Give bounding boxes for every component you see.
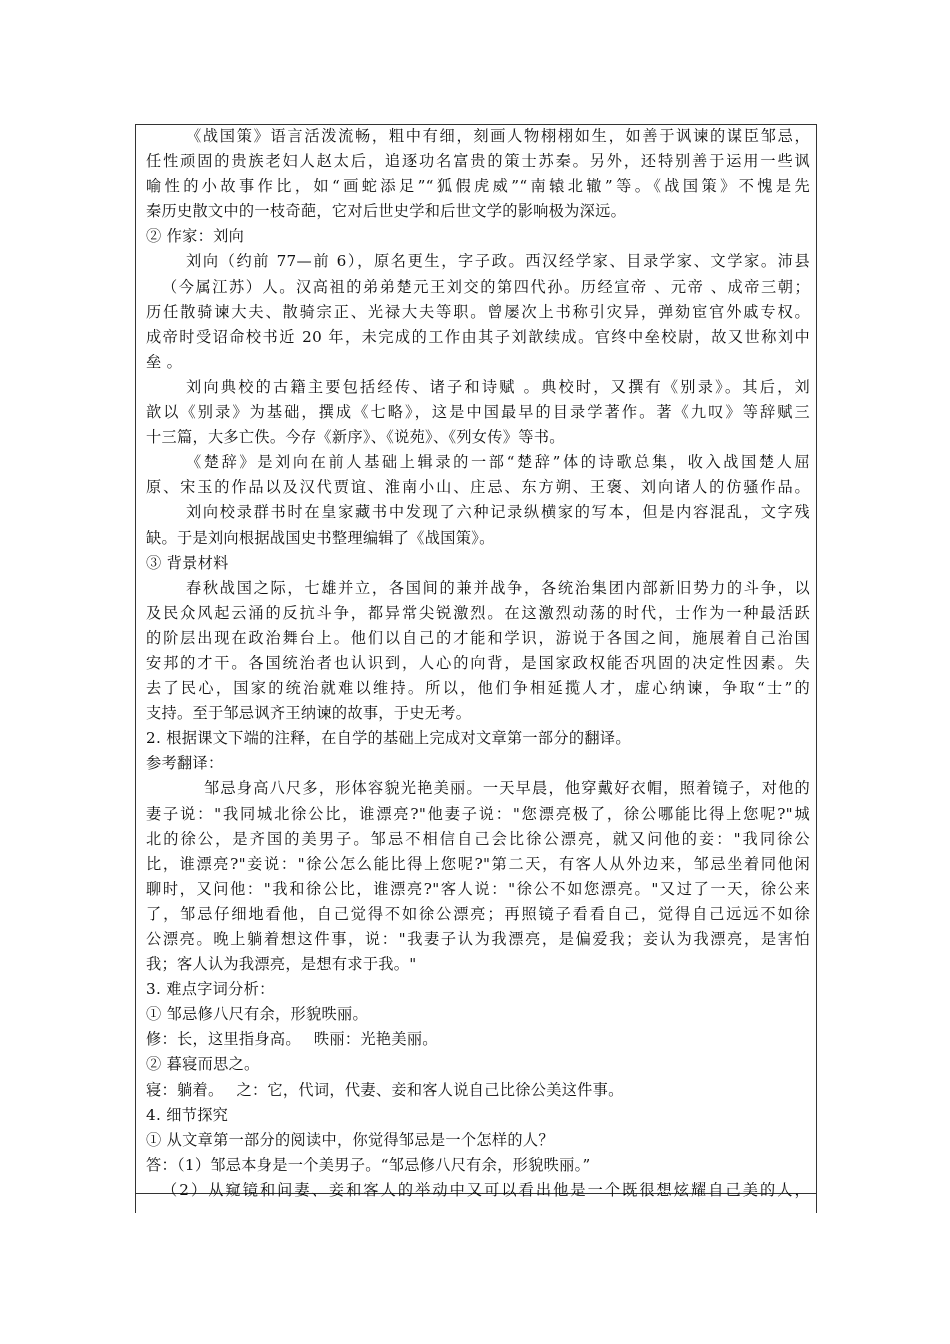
text-line: 历任散骑谏大夫、散骑宗正、光禄大夫等职。曾屡次上书称引灾异，弹劾宦官外戚专权。 — [146, 302, 810, 321]
text-line: ② 暮寝而思之。 — [146, 1055, 260, 1074]
text-line: 《战国策》语言活泼流畅，粗中有细，刻画人物栩栩如生，如善于讽谏的谋臣邹忌， — [186, 127, 810, 145]
text-line: （今属江苏）人。汉高祖的弟弟楚元王刘交的第四代孙。历经宣帝 、元帝 、成帝三朝； — [162, 277, 810, 296]
text-line: 《楚辞》是刘向在前人基础上辑录的一部“楚辞”体的诗歌总集，收入战国楚人屈 — [186, 453, 810, 472]
text-line: 4. 细节探究 — [146, 1105, 229, 1124]
document-body — [146, 124, 810, 1203]
text-line: 垒 。 — [146, 352, 183, 371]
text-line: 寝：躺着。 之：它，代词，代妻、妾和客人说自己比徐公美这件事。 — [146, 1080, 624, 1099]
text-line: 比，谁漂亮?"妾说："徐公怎么能比得上您呢?"第二天，有客人从外边来，邹忌坐着同他闲 — [146, 854, 810, 873]
text-line: 刘向典校的古籍主要包括经传、诸子和诗赋 。典校时，又撰有《别录》。其后，刘 — [186, 377, 810, 396]
text-line: 邹忌身高八尺多，形体容貌光艳美丽。一天早晨，他穿戴好衣帽，照着镜子，对他的 — [204, 779, 810, 798]
text-line: 原、宋玉的作品以及汉代贾谊、淮南小山、庄忌、东方朔、王褒、刘向诸人的仿骚作品。 — [146, 478, 810, 497]
text-line: 歆以《别录》为基础，撰成《七略》，这是中国最早的目录学著作。著《九叹》等辞赋三 — [146, 403, 810, 422]
text-line: 答：（1）邹忌本身是一个美男子。“邹忌修八尺有余，形貌昳丽。” — [146, 1155, 591, 1174]
text-line: 安邦的才干。各国统治者也认识到，人心的向背，是国家政权能否巩固的决定性因素。失 — [146, 653, 810, 672]
text-line: ① 从文章第一部分的阅读中，你觉得邹忌是一个怎样的人？ — [146, 1130, 554, 1149]
text-line: 的阶层出现在政治舞台上。他们以自己的才能和学识，游说于各国之间，施展着自己治国 — [146, 628, 810, 647]
text-line: 缺。于是刘向根据战国史书整理编辑了《战国策》。 — [146, 528, 495, 547]
text-line: 春秋战国之际，七雄并立，各国间的兼并战争，各统治集团内部新旧势力的斗争，以 — [186, 578, 810, 597]
text-line: 支持。至于邹忌讽齐王纳谏的故事，于史无考。 — [146, 704, 472, 723]
text-line: 任性顽固的贵族老妇人赵太后，追逐功名富贵的策士苏秦。另外，还特别善于运用一些讽 — [146, 152, 810, 171]
text-line: 参考翻译： — [146, 754, 224, 773]
table-left-border — [135, 1194, 136, 1213]
text-line: 修：长，这里指身高。 昳丽：光艳美丽。 — [146, 1030, 438, 1049]
text-line: 妻子说："我同城北徐公比，谁漂亮?"他妻子说："您漂亮极了，徐公哪能比得上您呢?"城 — [146, 804, 810, 823]
text-line: 十三篇，大多亡佚。今存《新序》、《说苑》、《列女传》等书。 — [146, 428, 565, 447]
text-line: 刘向校录群书时在皇家藏书中发现了六种记录纵横家的写本，但是内容混乱，文字残 — [186, 503, 810, 522]
text-line: （2）从窥镜和问妻、妾和客人的举动中又可以看出他是一个既很想炫耀自己美的人， — [162, 1180, 810, 1199]
text-line: 及民众风起云涌的反抗斗争，都异常尖锐激烈。在这激烈动荡的时代，士作为一种最活跃 — [146, 603, 810, 622]
text-line: ② 作家：刘向 — [146, 227, 245, 246]
text-line: 北的徐公，是齐国的美男子。邹忌不相信自己会比徐公漂亮，就又问他的妾："我同徐公 — [146, 829, 810, 848]
text-line: ① 邹忌修八尺有余，形貌昳丽。 — [146, 1005, 368, 1024]
text-line: 成帝时受诏命校书近 20 年，未完成的工作由其子刘歆续成。官终中垒校尉，故又世称刘中 — [146, 327, 810, 346]
text-line: 公漂亮。晚上躺着想这件事，说："我妻子认为我漂亮，是偏爱我；妾认为我漂亮，是害怕 — [146, 930, 810, 948]
text-line: 我；客人认为我漂亮，是想有求于我。" — [146, 955, 417, 974]
text-line: 2. 根据课文下端的注释，在自学的基础上完成对文章第一部分的翻译。 — [146, 729, 631, 748]
text-line: 聊时，又问他："我和徐公比，谁漂亮?"客人说："徐公不如您漂亮。"又过了一天，徐公来 — [146, 879, 810, 898]
text-line: ③ 背景材料 — [146, 553, 229, 572]
text-line: 去了民心，国家的统治就难以维持。所以，他们争相延揽人才，虚心纳谏，争取“士”的 — [146, 679, 810, 698]
text-line: 秦历史散文中的一枝奇葩，它对后世史学和后世文学的影响极为深远。 — [146, 202, 627, 221]
text-line: 喻性的小故事作比，如“画蛇添足”“狐假虎威”“南辕北辙”等。《战国策》不愧是先 — [146, 177, 810, 196]
text-line: 刘向（约前 77—前 6），原名更生，字子政。西汉经学家、目录学家、文学家。沛县 — [186, 252, 810, 271]
text-line: 3. 难点字词分析： — [146, 980, 275, 999]
text-line: 了，邹忌仔细地看他，自己觉得不如徐公漂亮；再照镜子看看自己，觉得自己远远不如徐 — [146, 904, 810, 923]
table-right-border — [816, 1194, 817, 1213]
